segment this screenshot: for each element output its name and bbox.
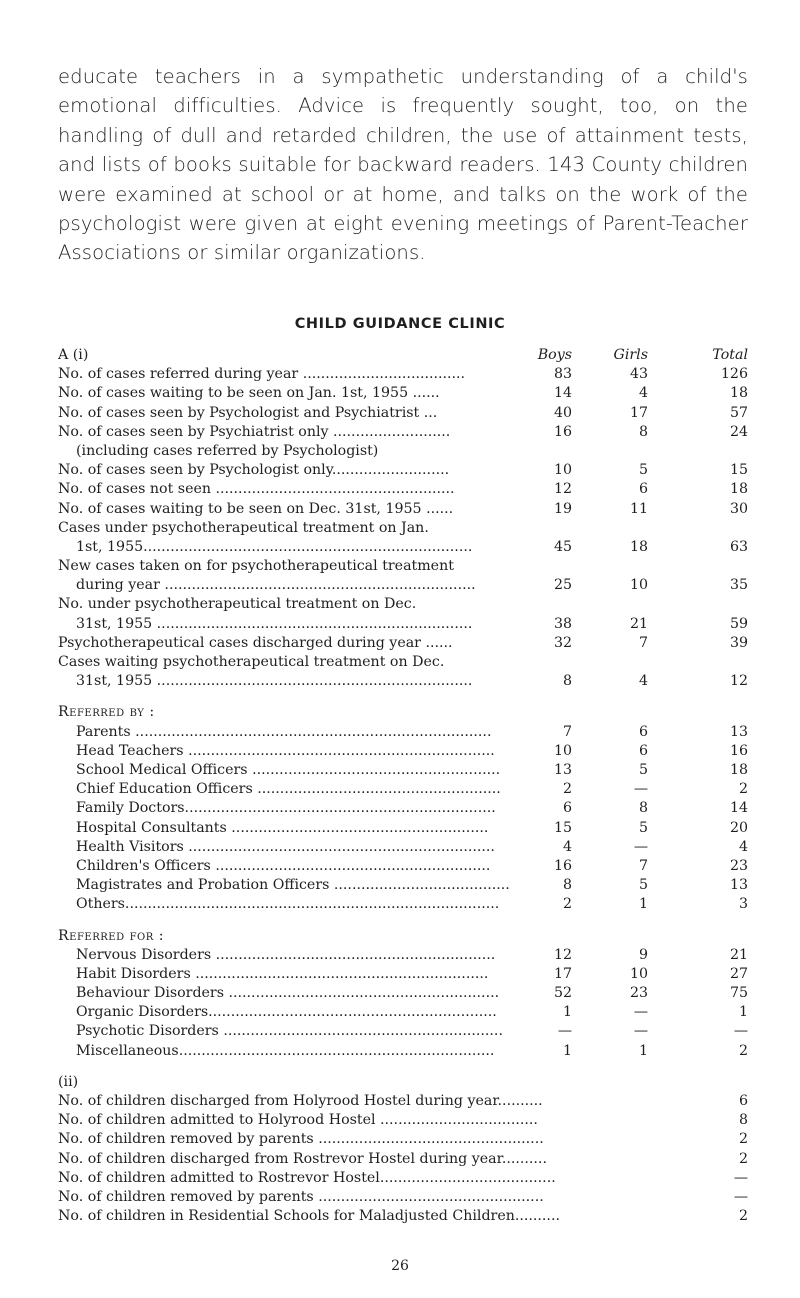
row-label: No. of children discharged from Holyrood Hostel during year.......... [58, 1093, 543, 1110]
row-label-line: No. of cases not seen ..................................................... [58, 481, 455, 498]
section-a-table [58, 346, 748, 1226]
row-label: Miscellaneous...................................................................... [76, 1042, 495, 1059]
section-a-label: A (i) [58, 347, 89, 363]
row-label-line: No. of cases waiting to be seen on Dec. 31st, 1955 ...... [58, 500, 454, 517]
row-total-value: 21 [729, 946, 748, 963]
row-boys-value: 8 [562, 877, 572, 894]
row-label: Parents ............................................................................... [76, 723, 492, 740]
referred-by-heading: Referred by : [58, 704, 155, 721]
table-row [58, 876, 748, 895]
row-boys-value: 2 [562, 896, 572, 913]
row-girls-value: — [633, 838, 648, 855]
row-value: 2 [738, 1208, 748, 1225]
row-total-value: 14 [729, 800, 748, 817]
row-girls-value: 23 [629, 985, 648, 1002]
row-boys-value: 45 [553, 538, 572, 555]
row-value: 6 [738, 1093, 748, 1109]
row-label [58, 595, 558, 633]
row-girls-value: 43 [629, 366, 648, 383]
page-number: 26 [391, 1258, 409, 1274]
row-total-value: 30 [729, 500, 748, 517]
row-label: Chief Education Officers ...................................................... [76, 781, 501, 798]
row-girls-value: 8 [638, 800, 648, 817]
row-boys-value: 32 [553, 634, 572, 651]
row-girls-value: 5 [638, 762, 648, 778]
row-girls-value: — [633, 1023, 648, 1040]
row-total-value: 12 [729, 673, 748, 690]
table-row [58, 480, 748, 499]
table-row [58, 742, 748, 761]
row-girls-value: 5 [638, 877, 648, 894]
table-row [58, 857, 748, 876]
row-label: No. of children removed by parents .................................................. [58, 1131, 544, 1148]
row-boys-value: — [557, 1023, 572, 1040]
row-label-continuation: 1st, 1955......................................................................... [76, 538, 473, 555]
row-total-value: 75 [729, 985, 748, 1002]
row-girls-value: — [633, 781, 648, 798]
row-total-value: 23 [729, 857, 748, 874]
row-label-line: No. under psychotherapeutical treatment on Dec. [58, 596, 417, 613]
row-total-value: 18 [729, 762, 748, 778]
row-value: 2 [738, 1150, 748, 1167]
table-row [58, 780, 748, 799]
row-girls-value: 1 [638, 1042, 648, 1059]
row-label: No. of children admitted to Rostrevor Hostel....................................... [58, 1169, 556, 1186]
row-boys-value: 10 [553, 742, 572, 759]
row-total-value: 15 [729, 462, 748, 479]
row-girls-value: 10 [629, 577, 648, 594]
row-boys-value: 1 [562, 1042, 572, 1059]
row-girls-value: 9 [638, 946, 648, 963]
row-label [58, 653, 558, 691]
row-girls-value: 6 [638, 742, 648, 759]
row-label [58, 404, 558, 423]
table-row [58, 384, 748, 403]
section-ii-label: (ii) [58, 1073, 79, 1090]
table-row [58, 965, 748, 984]
table-row [58, 1003, 748, 1022]
row-girls-value: 8 [638, 423, 648, 440]
row-label: School Medical Officers ....................................................... [76, 762, 501, 779]
row-value: — [733, 1169, 748, 1186]
row-label-line: No. of cases seen by Psychologist only.......................... [58, 462, 450, 479]
row-label: No. of children removed by parents .................................................. [58, 1188, 544, 1205]
table-row [58, 838, 748, 857]
row-boys-value: 2 [562, 781, 572, 798]
row-label: Habit Disorders ................................................................. [76, 965, 489, 982]
row-label-line: No. of cases waiting to be seen on Jan. 1st, 1955 ...... [58, 385, 440, 402]
row-total-value: 18 [729, 481, 748, 498]
section-a-header-row [58, 346, 748, 365]
row-girls-value: 17 [629, 404, 648, 421]
row-label: Magistrates and Probation Officers ....................................... [76, 877, 510, 894]
header-boys: Boys [537, 346, 572, 363]
row-girls-value: 4 [638, 673, 648, 690]
list-item [58, 1111, 748, 1130]
row-total-value: 3 [738, 896, 748, 913]
row-total-value: 57 [729, 404, 748, 421]
row-label: Nervous Disorders .............................................................. [76, 946, 496, 963]
row-label: No. of children discharged from Rostrevor Hostel during year.......... [58, 1150, 547, 1167]
row-label: Others................................................................................... [76, 896, 500, 913]
row-label [58, 634, 558, 653]
row-boys-value: 13 [553, 762, 572, 778]
row-total-value: — [733, 1023, 748, 1040]
row-total-value: 63 [729, 538, 748, 555]
row-label-continuation: (including cases referred by Psychologist) [76, 442, 379, 459]
row-total-value: 4 [738, 838, 748, 855]
row-total-value: 16 [729, 742, 748, 759]
row-girls-value: 4 [638, 385, 648, 402]
table-row [58, 365, 748, 384]
row-boys-value: 16 [553, 423, 572, 440]
row-label-line: Cases waiting psychotherapeutical treatment on Dec. [58, 654, 445, 671]
table-row [58, 946, 748, 965]
clinic-title: CHILD GUIDANCE CLINIC [294, 316, 506, 332]
row-total-value: 13 [729, 723, 748, 740]
row-label [58, 365, 558, 384]
table-row [58, 761, 748, 780]
table-row [58, 984, 748, 1003]
row-girls-value: 10 [629, 965, 648, 982]
list-item [58, 1188, 748, 1207]
row-total-value: 2 [738, 781, 748, 798]
row-boys-value: 25 [553, 577, 572, 594]
row-label: Behaviour Disorders ............................................................ [76, 985, 500, 1002]
table-row [58, 423, 748, 461]
table-row [58, 557, 748, 595]
row-label-line: No. of cases seen by Psychologist and Psychiatrist ... [58, 404, 438, 421]
table-row [58, 799, 748, 818]
row-boys-value: 14 [553, 385, 572, 402]
row-girls-value: 21 [629, 615, 648, 632]
row-label-continuation: during year ..................................................................... [76, 577, 476, 594]
row-boys-value: 16 [553, 857, 572, 874]
row-boys-value: 19 [553, 500, 572, 517]
row-label-line: Psychotherapeutical cases discharged during year ...... [58, 634, 453, 651]
row-value: 2 [738, 1131, 748, 1148]
row-boys-value: 7 [562, 723, 572, 740]
row-label-line: Cases under psychotherapeutical treatment on Jan. [58, 519, 429, 536]
row-total-value: 24 [729, 423, 748, 440]
header-total: Total [712, 346, 748, 363]
row-value: 8 [738, 1112, 748, 1129]
list-item [58, 1207, 748, 1226]
row-total-value: 35 [729, 577, 748, 594]
row-total-value: 27 [729, 965, 748, 982]
row-label-continuation: 31st, 1955 ...................................................................... [76, 673, 473, 690]
row-label: Health Visitors .................................................................... [76, 838, 495, 855]
row-girls-value: 18 [629, 538, 648, 555]
list-item [58, 1169, 748, 1188]
list-item [58, 1130, 748, 1149]
row-label: No. of children admitted to Holyrood Hostel ................................... [58, 1112, 538, 1129]
table-row [58, 1022, 748, 1041]
row-girls-value: — [633, 1004, 648, 1021]
table-row [58, 723, 748, 742]
intro-paragraph: educate teachers in a sympathetic understanding of a child's emotional difficulties. Advice is frequently sought, too, on the handling of dull and retarded children, the use of attainment tests, and lists of books suitable for backward readers. 143 County children were examined at school or at home, and talks on the work of the psychologist were given at eight evening meetings of Parent-Teacher Associations or similar organizations. [58, 65, 748, 265]
row-girls-value: 7 [638, 857, 648, 874]
table-row [58, 461, 748, 480]
row-value: — [733, 1188, 748, 1205]
list-item [58, 1092, 748, 1111]
row-label [58, 500, 558, 519]
row-total-value: 1 [738, 1004, 748, 1021]
row-boys-value: 6 [562, 800, 572, 817]
row-boys-value: 1 [562, 1004, 572, 1021]
row-boys-value: 10 [553, 462, 572, 479]
row-label [58, 480, 558, 499]
referred-for-heading: Referred for : [58, 927, 165, 944]
row-boys-value: 17 [553, 965, 572, 982]
row-boys-value: 52 [553, 985, 572, 1002]
row-label: Psychotic Disorders .............................................................. [76, 1023, 503, 1040]
row-boys-value: 15 [553, 819, 572, 836]
row-girls-value: 1 [638, 896, 648, 913]
row-total-value: 18 [729, 385, 748, 402]
table-row [58, 595, 748, 633]
header-girls: Girls [613, 346, 648, 363]
row-girls-value: 6 [638, 723, 648, 740]
row-girls-value: 5 [638, 819, 648, 836]
row-boys-value: 12 [553, 481, 572, 498]
table-row [58, 634, 748, 653]
row-boys-value: 38 [553, 615, 572, 632]
row-label-line: New cases taken on for psychotherapeutical treatment [58, 558, 454, 575]
row-girls-value: 7 [638, 634, 648, 651]
row-label [58, 384, 558, 403]
row-girls-value: 11 [629, 500, 648, 517]
table-row [58, 653, 748, 691]
table-row [58, 819, 748, 838]
row-total-value: 20 [729, 819, 748, 836]
row-label [58, 519, 558, 557]
row-label [58, 461, 558, 480]
row-label: No. of children in Residential Schools for Maladjusted Children.......... [58, 1208, 560, 1225]
row-label: Head Teachers .................................................................... [76, 742, 495, 759]
row-boys-value: 12 [553, 946, 572, 963]
row-label: Family Doctors..................................................................... [76, 800, 496, 817]
row-label-continuation: 31st, 1955 ...................................................................... [76, 615, 473, 632]
row-label: Children's Officers ............................................................. [76, 857, 491, 874]
row-total-value: 39 [729, 634, 748, 651]
row-label: Hospital Consultants ......................................................... [76, 819, 489, 836]
row-total-value: 2 [738, 1042, 748, 1059]
table-row [58, 404, 748, 423]
row-total-value: 13 [729, 877, 748, 894]
table-row [58, 500, 748, 519]
row-total-value: 126 [720, 366, 748, 383]
row-label [58, 423, 558, 461]
row-boys-value: 40 [553, 404, 572, 421]
list-item [58, 1150, 748, 1169]
row-label: Organic Disorders................................................................ [76, 1004, 497, 1021]
row-boys-value: 8 [562, 673, 572, 690]
row-girls-value: 6 [638, 481, 648, 498]
row-label-line: No. of cases referred during year .................................... [58, 366, 466, 383]
table-row [58, 1042, 748, 1061]
table-row [58, 519, 748, 557]
row-boys-value: 4 [562, 838, 572, 855]
row-label-line: No. of cases seen by Psychiatrist only .......................... [58, 423, 451, 440]
row-boys-value: 83 [553, 366, 572, 383]
row-total-value: 59 [729, 615, 748, 632]
row-girls-value: 5 [638, 462, 648, 479]
row-label [58, 557, 558, 595]
table-row [58, 895, 748, 914]
